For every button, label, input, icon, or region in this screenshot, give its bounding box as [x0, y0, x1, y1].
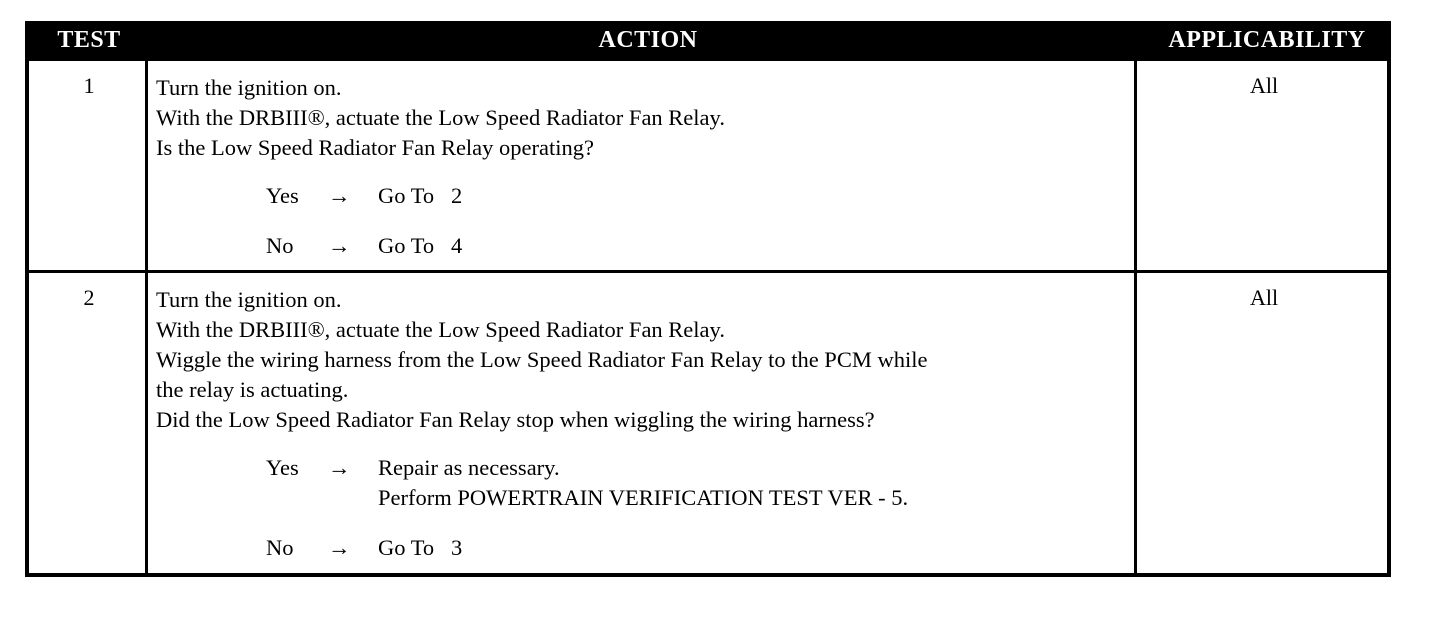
test-number: 1 [83, 73, 95, 98]
answer-label: No [266, 233, 294, 258]
action-line: With the DRBIII®, actuate the Low Speed Radiator Fan Relay. [156, 105, 725, 130]
applicability-cell: All [1249, 285, 1279, 310]
action-line: Is the Low Speed Radiator Fan Relay operating? [156, 135, 595, 160]
answer-label: Yes [266, 183, 299, 208]
answer-result: Repair as necessary. [378, 455, 560, 480]
action-line: Turn the ignition on. [156, 75, 342, 100]
applicability-cell: All [1249, 73, 1279, 98]
answer-no [156, 231, 1146, 261]
header-action: ACTION [598, 27, 698, 53]
answer-result: Go To 4 [378, 233, 463, 258]
answer-result: Go To 3 [378, 535, 463, 560]
right-arrow-icon: → [328, 535, 351, 560]
action-line: Did the Low Speed Radiator Fan Relay stop when wiggling the wiring harness? [156, 407, 875, 432]
right-arrow-icon: → [328, 183, 351, 208]
answer-list [156, 453, 1146, 563]
action-line: With the DRBIII®, actuate the Low Speed Radiator Fan Relay. [156, 317, 725, 342]
header-test: TEST [57, 27, 121, 53]
action-cell [156, 285, 1146, 563]
table-row [29, 273, 1387, 573]
right-arrow-icon: → [328, 455, 351, 480]
test-number: 2 [83, 285, 95, 310]
diagnostic-test-table [25, 21, 1391, 577]
action-line: the relay is actuating. [156, 377, 349, 402]
answer-list [156, 181, 1146, 261]
answer-label: No [266, 535, 294, 560]
answer-result-detail: Perform POWERTRAIN VERIFICATION TEST VER - 5. [378, 485, 909, 510]
answer-yes [156, 453, 1146, 513]
answer-no [156, 533, 1146, 563]
answer-yes [156, 181, 1146, 211]
header-applicability: APPLICABILITY [1168, 27, 1366, 53]
right-arrow-icon: → [328, 233, 351, 258]
answer-result: Go To 2 [378, 183, 463, 208]
answer-label: Yes [266, 455, 299, 480]
action-line: Wiggle the wiring harness from the Low Speed Radiator Fan Relay to the PCM while [156, 347, 928, 372]
table-row [29, 61, 1387, 270]
action-line: Turn the ignition on. [156, 287, 342, 312]
table-header [25, 21, 1391, 61]
action-cell [156, 73, 1146, 261]
